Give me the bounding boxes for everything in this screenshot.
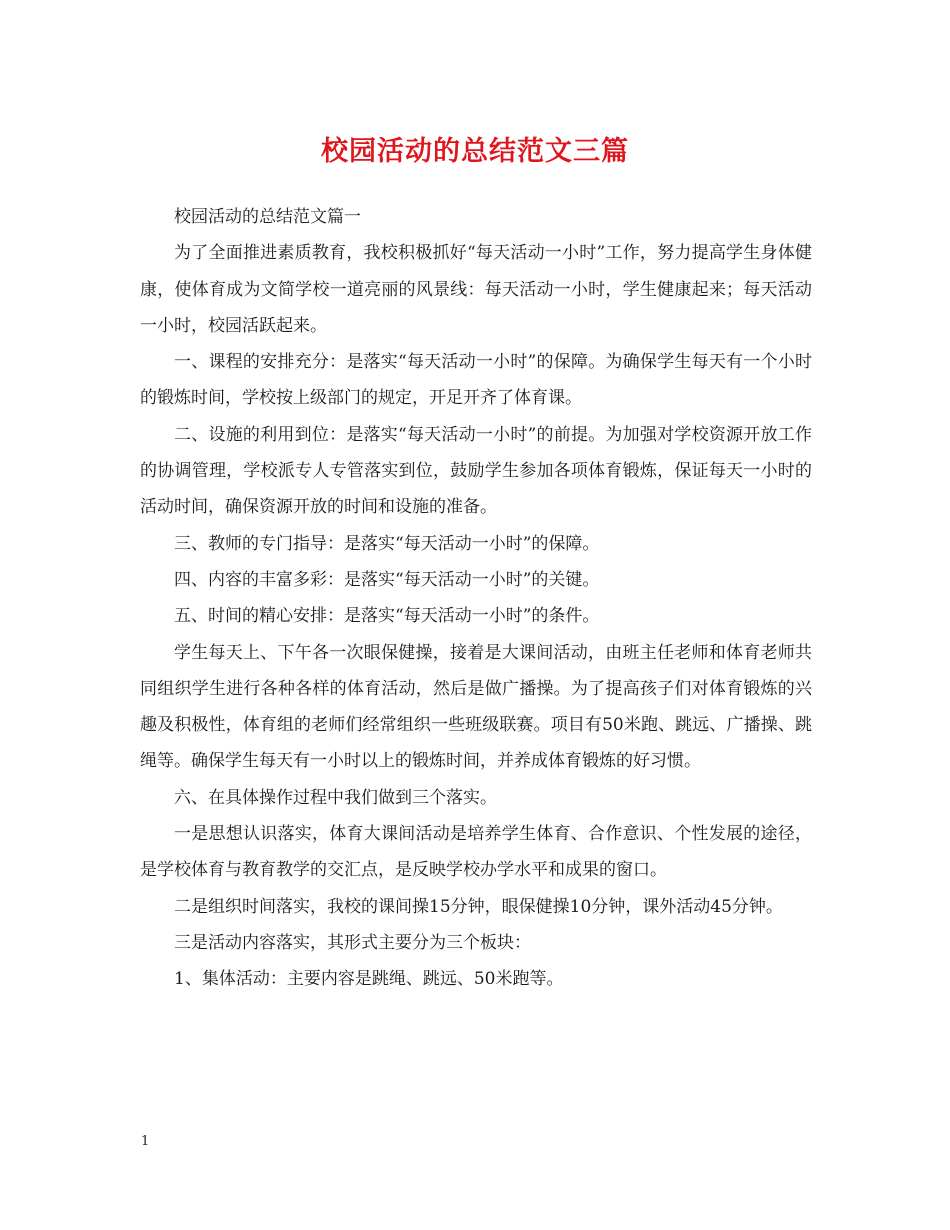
page-number: 1 [141,1134,150,1149]
paragraph: 一、课程的安排充分：是落实“每天活动一小时”的保障。为确保学生每天有一个小时的锻炼时间，学校按上级部门的规定，开足开齐了体育课。 [140,352,812,409]
section-heading: 校园活动的总结范文篇一 [174,207,361,227]
paragraph: 1、集体活动：主要内容是跳绳、跳远、50米跑等。 [174,969,564,990]
document-title: 校园活动的总结范文三篇 [321,136,629,167]
document-body [140,199,812,998]
paragraph: 五、时间的精心安排：是落实“每天活动一小时”的条件。 [174,606,600,627]
paragraph: 为了全面推进素质教育，我校积极抓好“每天活动一小时”工作，努力提高学生身体健康，使体育成为文简学校一道亮丽的风景线：每天活动一小时，学生健康起来；每天活动一小时，校园活跃起来。 [140,243,812,336]
paragraph: 六、在具体操作过程中我们做到三个落实。 [174,787,497,808]
paragraph: 四、内容的丰富多彩：是落实“每天活动一小时”的关键。 [174,569,600,590]
paragraph: 一是思想认识落实，体育大课间活动是培养学生体育、合作意识、个性发展的途径，是学校体育与教育教学的交汇点，是反映学校办学水平和成果的窗口。 [140,824,812,881]
paragraph: 三是活动内容落实，其形式主要分为三个板块： [174,932,531,953]
paragraph: 三、教师的专门指导：是落实“每天活动一小时”的保障。 [174,533,600,554]
paragraph: 二、设施的利用到位：是落实“每天活动一小时”的前提。为加强对学校资源开放工作的协调管理，学校派专人专管落实到位，鼓励学生参加各项体育锻炼，保证每天一小时的活动时间，确保资源开放的时间和设施的准备。 [140,424,812,518]
paragraph: 二是组织时间落实，我校的课间操15分钟，眼保健操10分钟，课外活动45分钟。 [174,896,783,917]
paragraph: 学生每天上、下午各一次眼保健操，接着是大课间活动，由班主任老师和体育老师共同组织学生进行各种各样的体育活动，然后是做广播操。为了提高孩子们对体育锻炼的兴趣及积极性，体育组的老师们经常组织一些班级联赛。项目有50米跑、跳远、广播操、跳绳等。确保学生每天有一小时以上的锻炼时间，并养成体育锻炼的好习惯。 [140,642,812,772]
